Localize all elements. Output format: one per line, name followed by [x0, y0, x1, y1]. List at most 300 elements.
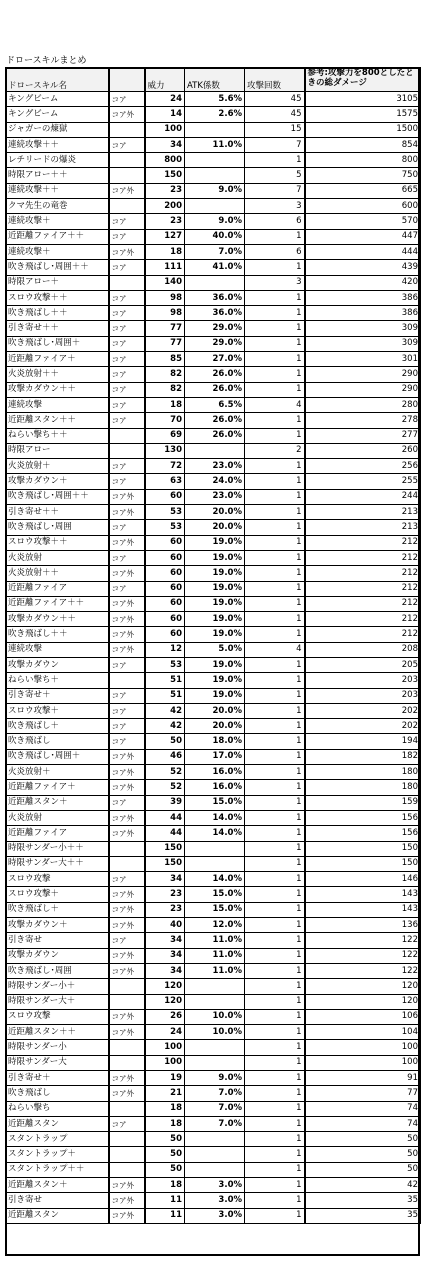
cell-power: 40: [145, 918, 185, 933]
cell-skill-name: 吹き飛ばし･周囲: [6, 963, 109, 978]
table-row: [6, 963, 421, 978]
cell-atk-coefficient: 24.0%: [185, 474, 245, 489]
cell-atk-coefficient: [185, 1040, 245, 1055]
cell-core: コア外: [109, 1193, 145, 1208]
cell-total-damage: 74: [305, 1116, 421, 1131]
cell-skill-name: 火炎放射: [6, 550, 109, 565]
cell-core: コア外: [109, 810, 145, 825]
cell-total-damage: 180: [305, 780, 421, 795]
cell-power: 60: [145, 596, 185, 611]
cell-power: 60: [145, 550, 185, 565]
table-row: [6, 413, 421, 428]
cell-skill-name: キングビーム: [6, 107, 109, 122]
cell-core: コア: [109, 321, 145, 336]
table-row: [6, 1116, 421, 1131]
cell-total-damage: 212: [305, 550, 421, 565]
cell-total-damage: 100: [305, 1040, 421, 1055]
cell-skill-name: 時限サンダー小: [6, 1040, 109, 1055]
cell-total-damage: 386: [305, 306, 421, 321]
cell-skill-name: 引き寄せ: [6, 933, 109, 948]
cell-core: コア外: [109, 107, 145, 122]
cell-skill-name: スタントラップ＋: [6, 1147, 109, 1162]
cell-core: コア: [109, 137, 145, 152]
cell-atk-coefficient: 19.0%: [185, 535, 245, 550]
table-row: [6, 260, 421, 275]
cell-power: 26: [145, 1009, 185, 1024]
cell-total-damage: 212: [305, 612, 421, 627]
cell-core: コア外: [109, 948, 145, 963]
header-core: [109, 68, 145, 92]
cell-skill-name: 吹き飛ばし･周囲＋: [6, 336, 109, 351]
cell-atk-coefficient: 2.6%: [185, 107, 245, 122]
cell-skill-name: 連続攻撃＋: [6, 244, 109, 259]
cell-total-damage: 444: [305, 244, 421, 259]
cell-skill-name: 攻撃カダウン: [6, 657, 109, 672]
table-row: [6, 1025, 421, 1040]
cell-skill-name: 吹き飛ばし＋＋: [6, 627, 109, 642]
cell-atk-coefficient: 7.0%: [185, 1101, 245, 1116]
cell-attack-count: 1: [245, 413, 305, 428]
cell-core: コア: [109, 367, 145, 382]
cell-atk-coefficient: 20.0%: [185, 719, 245, 734]
cell-attack-count: 1: [245, 841, 305, 856]
table-row: [6, 1009, 421, 1024]
cell-skill-name: 吹き飛ばし＋: [6, 719, 109, 734]
cell-attack-count: 1: [245, 780, 305, 795]
cell-core: コア: [109, 413, 145, 428]
cell-total-damage: 122: [305, 963, 421, 978]
cell-atk-coefficient: 3.0%: [185, 1193, 245, 1208]
table-row: [6, 979, 421, 994]
cell-total-damage: 156: [305, 810, 421, 825]
table-row: [6, 657, 421, 672]
cell-total-damage: 420: [305, 275, 421, 290]
table-row: [6, 1086, 421, 1101]
cell-attack-count: 4: [245, 397, 305, 412]
cell-core: コア: [109, 795, 145, 810]
cell-skill-name: スロウ攻撃: [6, 1009, 109, 1024]
cell-core: コア: [109, 397, 145, 412]
cell-atk-coefficient: [185, 275, 245, 290]
table-row: [6, 734, 421, 749]
table-row: [6, 872, 421, 887]
cell-attack-count: 1: [245, 948, 305, 963]
table-row: [6, 948, 421, 963]
cell-attack-count: 1: [245, 933, 305, 948]
cell-power: 34: [145, 872, 185, 887]
cell-atk-coefficient: [185, 153, 245, 168]
cell-total-damage: 35: [305, 1193, 421, 1208]
header-power: 威力: [145, 68, 185, 92]
cell-attack-count: 15: [245, 122, 305, 137]
cell-total-damage: 50: [305, 1132, 421, 1147]
cell-power: 150: [145, 841, 185, 856]
cell-total-damage: 208: [305, 642, 421, 657]
cell-total-damage: 74: [305, 1101, 421, 1116]
cell-attack-count: 1: [245, 963, 305, 978]
cell-core: コア: [109, 688, 145, 703]
cell-skill-name: 攻撃カダウン＋: [6, 918, 109, 933]
table-row: [6, 459, 421, 474]
cell-power: 100: [145, 1055, 185, 1070]
cell-power: 11: [145, 1208, 185, 1223]
cell-attack-count: 1: [245, 810, 305, 825]
cell-attack-count: 5: [245, 168, 305, 183]
cell-skill-name: 引き寄せ＋＋: [6, 505, 109, 520]
cell-core: コア: [109, 260, 145, 275]
table-row: [6, 902, 421, 917]
cell-atk-coefficient: 23.0%: [185, 489, 245, 504]
cell-total-damage: 290: [305, 382, 421, 397]
cell-power: 69: [145, 428, 185, 443]
cell-attack-count: 1: [245, 474, 305, 489]
cell-skill-name: 引き寄せ: [6, 1193, 109, 1208]
cell-skill-name: 吹き飛ばし＋＋: [6, 306, 109, 321]
cell-total-damage: 159: [305, 795, 421, 810]
cell-core: コア外: [109, 535, 145, 550]
cell-atk-coefficient: 7.0%: [185, 1116, 245, 1131]
cell-atk-coefficient: 10.0%: [185, 1009, 245, 1024]
table-row: [6, 1178, 421, 1193]
cell-power: 51: [145, 673, 185, 688]
cell-power: 100: [145, 122, 185, 137]
cell-power: 24: [145, 92, 185, 107]
cell-total-damage: 156: [305, 826, 421, 841]
cell-power: 51: [145, 688, 185, 703]
cell-skill-name: 吹き飛ばし: [6, 1086, 109, 1101]
cell-attack-count: 1: [245, 872, 305, 887]
cell-skill-name: 近距離スタン＋＋: [6, 413, 109, 428]
cell-power: 44: [145, 826, 185, 841]
cell-attack-count: 1: [245, 1178, 305, 1193]
cell-atk-coefficient: [185, 168, 245, 183]
cell-atk-coefficient: 20.0%: [185, 520, 245, 535]
cell-skill-name: 近距離ファイア＋: [6, 352, 109, 367]
cell-attack-count: 1: [245, 1147, 305, 1162]
cell-power: 46: [145, 749, 185, 764]
cell-atk-coefficient: 26.0%: [185, 382, 245, 397]
cell-power: 127: [145, 229, 185, 244]
cell-skill-name: 火炎放射: [6, 810, 109, 825]
cell-power: 34: [145, 963, 185, 978]
cell-power: 800: [145, 153, 185, 168]
cell-core: コア外: [109, 1009, 145, 1024]
cell-total-damage: 1575: [305, 107, 421, 122]
cell-skill-name: 時限アロー: [6, 443, 109, 458]
cell-attack-count: 1: [245, 550, 305, 565]
cell-core: コア: [109, 520, 145, 535]
cell-attack-count: 1: [245, 229, 305, 244]
cell-total-damage: 1500: [305, 122, 421, 137]
cell-attack-count: 1: [245, 1208, 305, 1223]
cell-skill-name: レチリードの爆炎: [6, 153, 109, 168]
cell-attack-count: 1: [245, 826, 305, 841]
cell-power: 21: [145, 1086, 185, 1101]
table-row: [6, 627, 421, 642]
cell-atk-coefficient: 19.0%: [185, 673, 245, 688]
table-row: [6, 1147, 421, 1162]
cell-attack-count: 6: [245, 244, 305, 259]
cell-skill-name: 近距離スタン＋＋: [6, 1025, 109, 1040]
cell-total-damage: 203: [305, 673, 421, 688]
table-row: [6, 474, 421, 489]
table-row: [6, 107, 421, 122]
cell-core: コア: [109, 734, 145, 749]
cell-core: コア: [109, 336, 145, 351]
cell-core: コア外: [109, 902, 145, 917]
table-row: [6, 856, 421, 871]
cell-atk-coefficient: 11.0%: [185, 933, 245, 948]
cell-skill-name: 火炎放射＋: [6, 459, 109, 474]
cell-power: 82: [145, 367, 185, 382]
cell-core: コア: [109, 933, 145, 948]
cell-power: 18: [145, 244, 185, 259]
cell-core: [109, 1162, 145, 1177]
cell-total-damage: 280: [305, 397, 421, 412]
cell-core: コア: [109, 550, 145, 565]
cell-atk-coefficient: 19.0%: [185, 596, 245, 611]
cell-atk-coefficient: [185, 856, 245, 871]
cell-atk-coefficient: 27.0%: [185, 352, 245, 367]
cell-core: コア外: [109, 765, 145, 780]
cell-core: [109, 428, 145, 443]
cell-attack-count: 1: [245, 566, 305, 581]
cell-attack-count: 1: [245, 520, 305, 535]
cell-total-damage: 244: [305, 489, 421, 504]
cell-power: 150: [145, 856, 185, 871]
cell-core: コア外: [109, 183, 145, 198]
cell-attack-count: 1: [245, 1009, 305, 1024]
table-row: [6, 306, 421, 321]
cell-atk-coefficient: 36.0%: [185, 306, 245, 321]
cell-core: コア外: [109, 642, 145, 657]
table-row: [6, 841, 421, 856]
cell-skill-name: 時限サンダー大＋: [6, 994, 109, 1009]
cell-skill-name: 火炎放射＋: [6, 765, 109, 780]
table-row: [6, 199, 421, 214]
table-row: [6, 887, 421, 902]
cell-power: 53: [145, 505, 185, 520]
cell-atk-coefficient: [185, 994, 245, 1009]
cell-atk-coefficient: 14.0%: [185, 826, 245, 841]
cell-total-damage: 122: [305, 933, 421, 948]
table-row: [6, 505, 421, 520]
cell-power: 34: [145, 948, 185, 963]
cell-skill-name: 吹き飛ばし･周囲＋＋: [6, 260, 109, 275]
cell-core: [109, 1055, 145, 1070]
cell-core: [109, 673, 145, 688]
cell-atk-coefficient: 12.0%: [185, 918, 245, 933]
table-row: [6, 520, 421, 535]
cell-attack-count: 1: [245, 1040, 305, 1055]
cell-attack-count: 1: [245, 1025, 305, 1040]
cell-power: 18: [145, 1116, 185, 1131]
table-row: [6, 1132, 421, 1147]
cell-attack-count: 1: [245, 596, 305, 611]
cell-power: 60: [145, 581, 185, 596]
cell-total-damage: 309: [305, 336, 421, 351]
cell-total-damage: 203: [305, 688, 421, 703]
cell-total-damage: 447: [305, 229, 421, 244]
cell-skill-name: スタントラップ＋＋: [6, 1162, 109, 1177]
cell-core: コア外: [109, 918, 145, 933]
cell-total-damage: 750: [305, 168, 421, 183]
cell-skill-name: スロウ攻撃＋＋: [6, 290, 109, 305]
cell-skill-name: 近距離スタン＋: [6, 795, 109, 810]
cell-attack-count: 1: [245, 1162, 305, 1177]
cell-total-damage: 212: [305, 627, 421, 642]
cell-atk-coefficient: 19.0%: [185, 627, 245, 642]
cell-skill-name: クマ先生の竜巻: [6, 199, 109, 214]
cell-total-damage: 256: [305, 459, 421, 474]
cell-skill-name: 時限アロー＋＋: [6, 168, 109, 183]
cell-atk-coefficient: 11.0%: [185, 948, 245, 963]
cell-attack-count: 1: [245, 703, 305, 718]
cell-atk-coefficient: 40.0%: [185, 229, 245, 244]
cell-core: コア: [109, 352, 145, 367]
cell-attack-count: 1: [245, 382, 305, 397]
cell-attack-count: 2: [245, 443, 305, 458]
cell-skill-name: スロウ攻撃＋＋: [6, 535, 109, 550]
cell-total-damage: 255: [305, 474, 421, 489]
table-row: [6, 168, 421, 183]
cell-atk-coefficient: [185, 1147, 245, 1162]
cell-total-damage: 386: [305, 290, 421, 305]
table-row: [6, 933, 421, 948]
cell-atk-coefficient: 9.0%: [185, 1071, 245, 1086]
cell-core: [109, 1132, 145, 1147]
cell-attack-count: 1: [245, 979, 305, 994]
table-row: [6, 749, 421, 764]
cell-core: コア: [109, 581, 145, 596]
cell-core: コア外: [109, 1178, 145, 1193]
cell-power: 150: [145, 168, 185, 183]
cell-attack-count: 1: [245, 1101, 305, 1116]
cell-power: 120: [145, 994, 185, 1009]
cell-core: [109, 1040, 145, 1055]
cell-core: コア: [109, 229, 145, 244]
cell-core: コア: [109, 306, 145, 321]
cell-power: 77: [145, 336, 185, 351]
cell-core: コア外: [109, 244, 145, 259]
cell-power: 14: [145, 107, 185, 122]
cell-total-damage: 301: [305, 352, 421, 367]
cell-skill-name: 時限サンダー小＋: [6, 979, 109, 994]
cell-core: コア外: [109, 1025, 145, 1040]
cell-atk-coefficient: 19.0%: [185, 566, 245, 581]
cell-skill-name: 攻撃カダウン＋: [6, 474, 109, 489]
cell-atk-coefficient: [185, 1132, 245, 1147]
cell-power: 34: [145, 137, 185, 152]
cell-atk-coefficient: 5.6%: [185, 92, 245, 107]
cell-total-damage: 120: [305, 979, 421, 994]
header-attack-count: 攻撃回数: [245, 68, 305, 92]
cell-attack-count: 1: [245, 535, 305, 550]
cell-attack-count: 1: [245, 367, 305, 382]
cell-power: 82: [145, 382, 185, 397]
cell-attack-count: 4: [245, 642, 305, 657]
cell-total-damage: 277: [305, 428, 421, 443]
cell-skill-name: キングビーム: [6, 92, 109, 107]
cell-attack-count: 3: [245, 199, 305, 214]
cell-total-damage: 212: [305, 596, 421, 611]
cell-total-damage: 143: [305, 902, 421, 917]
cell-attack-count: 1: [245, 306, 305, 321]
cell-power: 44: [145, 810, 185, 825]
table-row: [6, 290, 421, 305]
cell-power: 23: [145, 902, 185, 917]
cell-skill-name: ねらい撃ち＋＋: [6, 428, 109, 443]
cell-total-damage: 104: [305, 1025, 421, 1040]
cell-attack-count: 1: [245, 428, 305, 443]
cell-attack-count: 1: [245, 290, 305, 305]
cell-skill-name: 近距離ファイア＋＋: [6, 596, 109, 611]
cell-power: 39: [145, 795, 185, 810]
cell-core: コア外: [109, 505, 145, 520]
header-row: [6, 68, 421, 92]
header-skill-name: ドロースキル名: [6, 68, 109, 92]
cell-attack-count: 1: [245, 581, 305, 596]
cell-atk-coefficient: 7.0%: [185, 1086, 245, 1101]
cell-atk-coefficient: 29.0%: [185, 321, 245, 336]
cell-power: 130: [145, 443, 185, 458]
cell-atk-coefficient: 10.0%: [185, 1025, 245, 1040]
cell-core: コア外: [109, 826, 145, 841]
header-atk-coefficient: ATK係数: [185, 68, 245, 92]
cell-core: コア外: [109, 780, 145, 795]
cell-atk-coefficient: 19.0%: [185, 688, 245, 703]
cell-atk-coefficient: 36.0%: [185, 290, 245, 305]
cell-total-damage: 202: [305, 719, 421, 734]
cell-core: コア: [109, 719, 145, 734]
cell-core: コア外: [109, 489, 145, 504]
cell-power: 18: [145, 1178, 185, 1193]
table-row: [6, 1162, 421, 1177]
cell-skill-name: 引き寄せ＋: [6, 688, 109, 703]
cell-attack-count: 1: [245, 719, 305, 734]
cell-skill-name: 連続攻撃: [6, 397, 109, 412]
cell-power: 72: [145, 459, 185, 474]
cell-skill-name: 近距離ファイア: [6, 826, 109, 841]
cell-power: 98: [145, 306, 185, 321]
table-row: [6, 688, 421, 703]
cell-skill-name: 連続攻撃＋: [6, 214, 109, 229]
cell-skill-name: 吹き飛ばし: [6, 734, 109, 749]
cell-power: 140: [145, 275, 185, 290]
table-row: [6, 1071, 421, 1086]
cell-core: [109, 122, 145, 137]
table-row: [6, 321, 421, 336]
cell-attack-count: 1: [245, 657, 305, 672]
cell-power: 77: [145, 321, 185, 336]
skill-table-body: [6, 92, 421, 1224]
cell-total-damage: 146: [305, 872, 421, 887]
cell-attack-count: 1: [245, 627, 305, 642]
table-row: [6, 397, 421, 412]
cell-power: 50: [145, 1147, 185, 1162]
cell-core: [109, 1147, 145, 1162]
cell-atk-coefficient: [185, 199, 245, 214]
cell-atk-coefficient: [185, 979, 245, 994]
cell-skill-name: 連続攻撃＋＋: [6, 183, 109, 198]
cell-skill-name: スロウ攻撃＋: [6, 703, 109, 718]
cell-atk-coefficient: 15.0%: [185, 795, 245, 810]
table-row: [6, 719, 421, 734]
cell-atk-coefficient: 16.0%: [185, 765, 245, 780]
cell-skill-name: 攻撃カダウン＋＋: [6, 382, 109, 397]
cell-skill-name: 時限アロー＋: [6, 275, 109, 290]
cell-attack-count: 1: [245, 1086, 305, 1101]
